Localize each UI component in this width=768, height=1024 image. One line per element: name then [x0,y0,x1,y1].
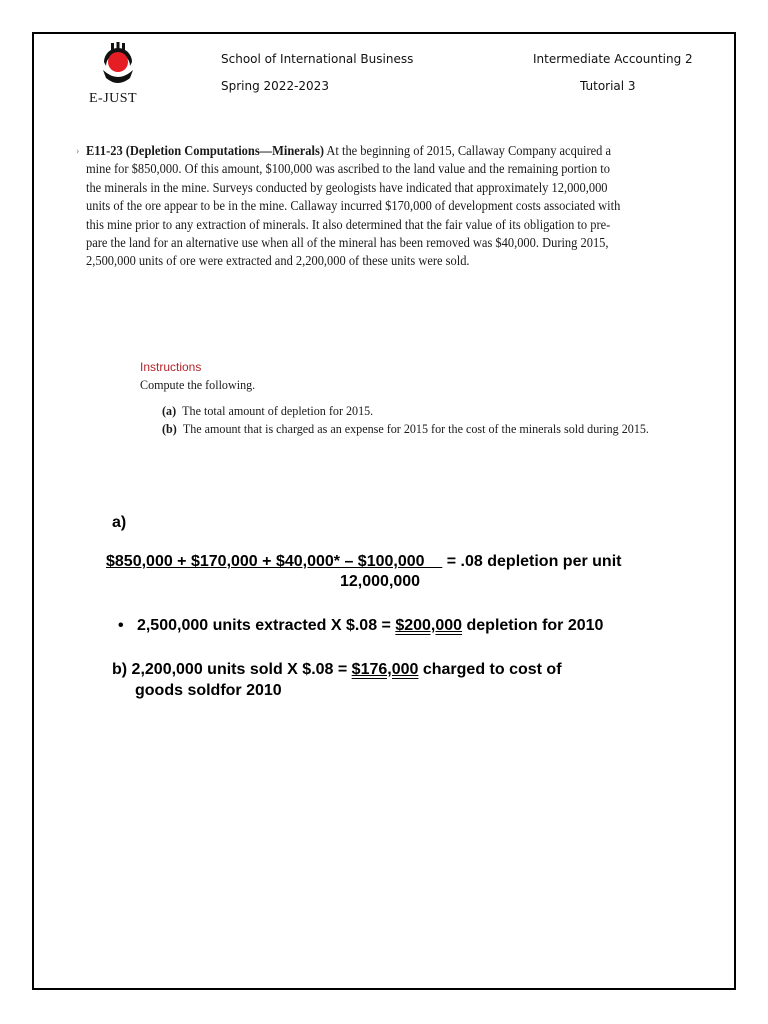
depletion-formula-denominator: 12,000,000 [340,573,421,590]
ejust-logo [98,40,138,88]
bullet-icon: • [118,617,124,634]
part-b-line [112,661,562,679]
instruction-item-a [162,403,373,419]
part-b-line-2: goods soldfor 2010 [135,682,282,699]
school-name: School of International Business [221,52,414,66]
problem-line: units of the ore appear to be in the mine. Callaway incurred $170,000 of development costs associated with [86,198,621,214]
problem-line: the minerals in the mine. Surveys conducted by geologists have indicated that approximately 12,000,000 [86,179,608,195]
instructions-intro: Compute the following. [140,377,256,392]
problem-line-text: At the beginning of 2015, Callaway Company acquired a [323,143,612,158]
instruction-label: (b) [162,421,177,436]
problem-title: E11-23 (Depletion Computations—Minerals) [86,143,324,158]
problem-statement [86,142,646,271]
logo-text: E-JUST [89,91,138,106]
depletion-amount: $200,000 [395,617,463,634]
part-a-label: a) [112,514,127,531]
problem-line: mine for $850,000. Of this amount, $100,000 was ascribed to the land value and the remaining portion to [86,161,610,177]
course-name: Intermediate Accounting 2 [533,52,693,66]
problem-line: pare the land for an alternative use when all of the mineral has been removed was $40,000. During 2015, [86,235,609,251]
problem-line: this mine prior to any extraction of minerals. It also determined that the fair value of its obligation to pre- [86,216,611,232]
extraction-depletion-line [118,617,603,635]
depletion-rate-result: = .08 depletion per unit [446,553,622,570]
instruction-text: The total amount of depletion for 2015. [182,403,374,418]
term: Spring 2022-2023 [221,79,329,93]
numerator-text: $850,000 + $170,000 + $40,000* – $100,000 [106,553,425,570]
problem-line [86,142,646,160]
instructions-title: Instructions [140,360,202,374]
tutorial-number: Tutorial 3 [580,79,636,93]
part-b-suffix: charged to cost of [418,661,562,678]
problem-line: 2,500,000 units of ore were extracted and 2,200,000 of these units were sold. [86,253,470,269]
part-b-text: b) 2,200,000 units sold X $.08 = [112,661,352,678]
extraction-suffix: depletion for 2010 [462,617,604,634]
instruction-item-b [162,421,649,437]
problem-marker-icon: › [76,146,80,157]
numerator-pad [425,553,443,570]
instruction-label: (a) [162,403,177,418]
depletion-formula-numerator [106,553,621,571]
ejust-logo-icon [98,40,138,88]
cost-of-goods-amount: $176,000 [351,661,419,678]
extraction-text: 2,500,000 units extracted X $.08 = [136,617,396,634]
instruction-text: The amount that is charged as an expense for 2015 for the cost of the minerals sold during 2015. [182,421,649,436]
